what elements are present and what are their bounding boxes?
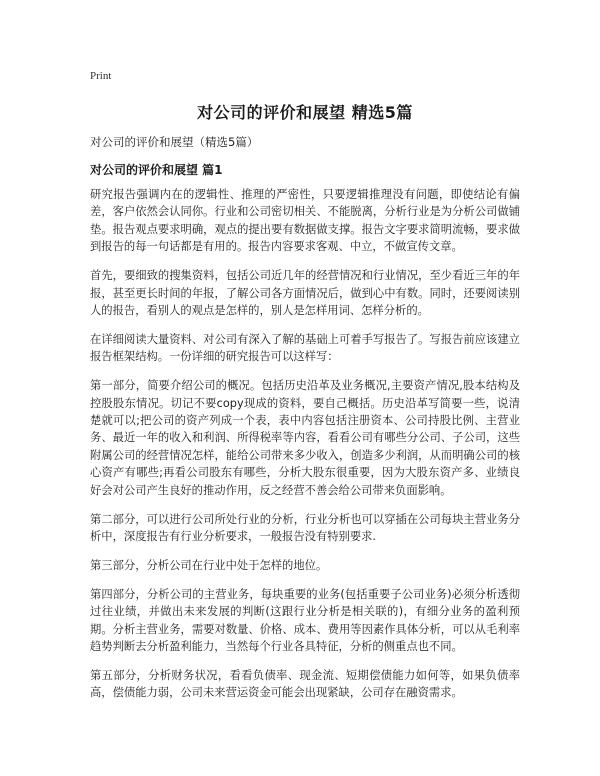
document-subtitle: 对公司的评价和展望（精选5篇） — [90, 135, 259, 149]
section-heading: 对公司的评价和展望 篇1 — [90, 163, 223, 177]
paragraph-5: 第二部分，可以进行公司所处行业的分析，行业分析也可以穿插在公司每块主营业务分析中，深度报告有行业分析要求，一般报告没有特别要求. — [90, 512, 520, 543]
paragraph-1: 研究报告强调内在的逻辑性、推理的严密性，只要逻辑推理没有问题，即使结论有偏差，客户依然会认同你。行业和公司密切相关、不能脱离，分析行业是为分析公司做铺垫。报告观点要求明确，观点的提出要有数据做支撑。报告文字要求简明流畅，要求做到报告的每一句话都是有用的。报告内容要求客观、中立，不做宣传文章。 — [90, 188, 520, 254]
paragraph-4: 第一部分，简要介绍公司的概况。包括历史沿革及业务概况,主要资产情况,股本结构及控股股东情况。切记不要copy现成的资料，要自己概括。历史沿革写简要一些，说清楚就可以;把公司的资产列成一个表，表中内容包括注册资本、公司持股比例、主营业务、最近一年的收入和利润、所得税率等内容，看看公司有哪些分公司、子公司，这些附属公司的经营情况怎样，能给公司带来多少收入，创造多少利润，从而明确公司的核心资产有哪些;再看公司股东有哪些，分析大股东很重要，因为大股东资产多、业绩良好会对公司产生良好的推动作用，反之经营不善会给公司带来负面影响。 — [90, 379, 520, 497]
print-label: Print — [90, 70, 112, 82]
paragraph-8: 第五部分，分析财务状况，看看负债率、现金流、短期偿债能力如何等，如果负债率高，偿债能力弱，公司未来营运资金可能会出现紧缺，公司存在融资需求。 — [90, 668, 520, 700]
document-title: 对公司的评价和展望 精选5篇 — [197, 103, 413, 122]
paragraph-7: 第四部分，分析公司的主营业务，每块重要的业务(包括重要子公司业务)必须分析透彻过往业绩，并做出未来发展的判断(这跟行业分析是相关联的)，有细分业务的盈利预期。分析主营业务，需要对数量、价格、成本、费用等因素作具体分析，可以从毛利率趋势判断去分析盈利能力，当然每个行业各具特征，分析的侧重点也不同。 — [90, 587, 520, 653]
paragraph-2: 首先，要细致的搜集资料，包括公司近几年的经营情况和行业情况，至少看近三年的年报，甚至更长时间的年报，了解公司各方面情况后，做到心中有数。同时，还要阅读别人的报告，看别人的观点是怎样的，别人是怎样用词、怎样分析的。 — [90, 269, 520, 317]
paragraph-3: 在详细阅读大量资料、对公司有深入了解的基础上可着手写报告了。写报告前应该建立报告框架结构。一份详细的研究报告可以这样写： — [90, 332, 520, 364]
document-body — [90, 186, 520, 713]
paragraph-6: 第三部分，分析公司在行业中处于怎样的地位。 — [90, 558, 328, 572]
